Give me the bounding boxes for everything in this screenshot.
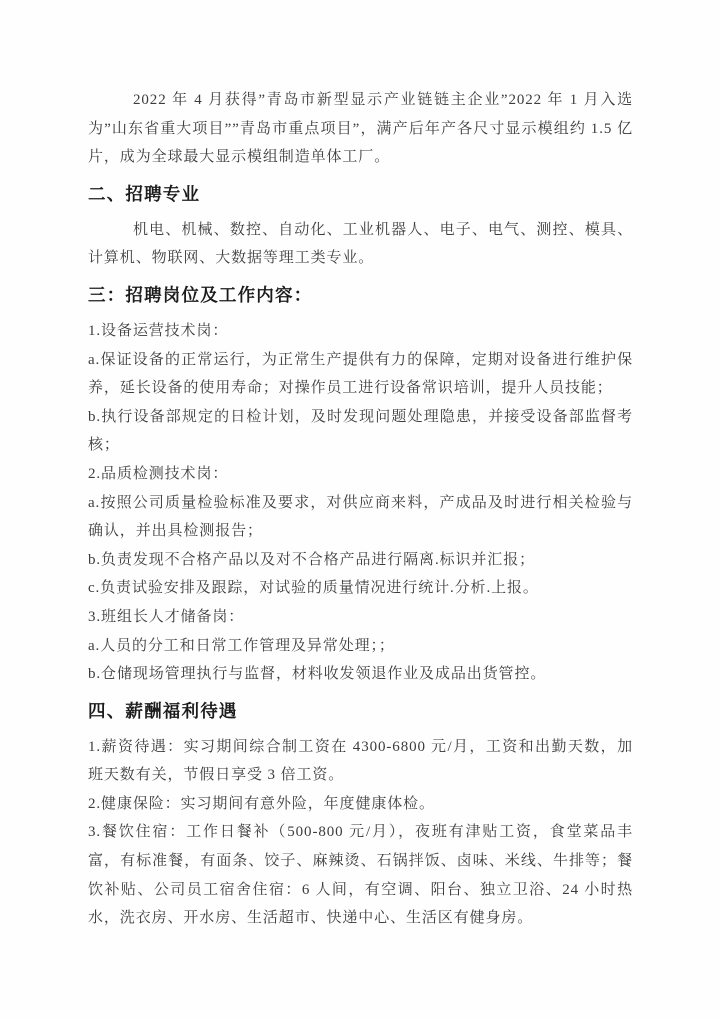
position-1-duty-b: b.执行设备部规定的日检计划，及时发现问题处理隐患，并接受设备部监督考核； [88, 408, 633, 454]
section-heading-benefits: 四、薪酬福利待遇 [88, 700, 238, 721]
intro-paragraph: 2022 年 4 月获得”青岛市新型显示产业链链主企业”2022 年 1 月入选为”山东省重大项目””青岛市重点项目”，满产后年产各尺寸显示模组约 1.5 亿片，成为全球最大显示模组制造单体工厂。 [88, 92, 633, 166]
position-2-title: 2.品质检测技术岗： [88, 465, 229, 482]
section-heading-recruit-majors: 二、招聘专业 [88, 183, 201, 204]
position-1-title: 1.设备运营技术岗： [88, 322, 229, 339]
position-1-duty-a: a.保证设备的正常运行，为正常生产提供有力的保障，定期对设备进行维护保养，延长设备的使用寿命；对操作员工进行设备常识培训，提升人员技能； [88, 351, 633, 397]
recruit-majors-paragraph: 机电、机械、数控、自动化、工业机器人、电子、电气、测控、模具、计算机、物联网、大数据等理工类专业。 [88, 221, 633, 267]
position-2-duty-c: c.负责试验安排及跟踪，对试验的质量情况进行统计.分析.上报。 [88, 580, 539, 597]
section-heading-positions: 三：招聘岗位及工作内容： [88, 284, 313, 305]
position-2-duty-b: b.负责发现不合格产品以及对不合格产品进行隔离.标识并汇报； [88, 551, 536, 568]
benefit-insurance: 2.健康保险：实习期间有意外险，年度健康体检。 [88, 795, 435, 812]
benefit-salary: 1.薪资待遇：实习期间综合制工资在 4300-6800 元/月，工资和出勤天数，加班天数有关，节假日享受 3 倍工资。 [88, 738, 633, 784]
position-3-title: 3.班组长人才储备岗： [88, 608, 245, 625]
benefit-food-housing: 3.餐饮住宿：工作日餐补（500-800 元/月），夜班有津贴工资，食堂菜品丰富，有标准餐，有面条、饺子、麻辣烫、石锅拌饭、卤味、米线、牛排等；餐饮补贴、公司员工宿舍住宿：6 人间，有空调、阳台、独立卫浴、24 小时热水，洗衣房、开水房、生活超市、快递中心、生活区有健身房。 [88, 824, 633, 927]
position-3-duty-a: a.人员的分工和日常工作管理及异常处理；； [88, 637, 395, 654]
position-2-duty-a: a.按照公司质量检验标准及要求，对供应商来料，产成品及时进行相关检验与确认，并出具检测报告； [88, 494, 633, 540]
position-3-duty-b: b.仓储现场管理执行与监督，材料收发领退作业及成品出货管控。 [88, 666, 547, 683]
